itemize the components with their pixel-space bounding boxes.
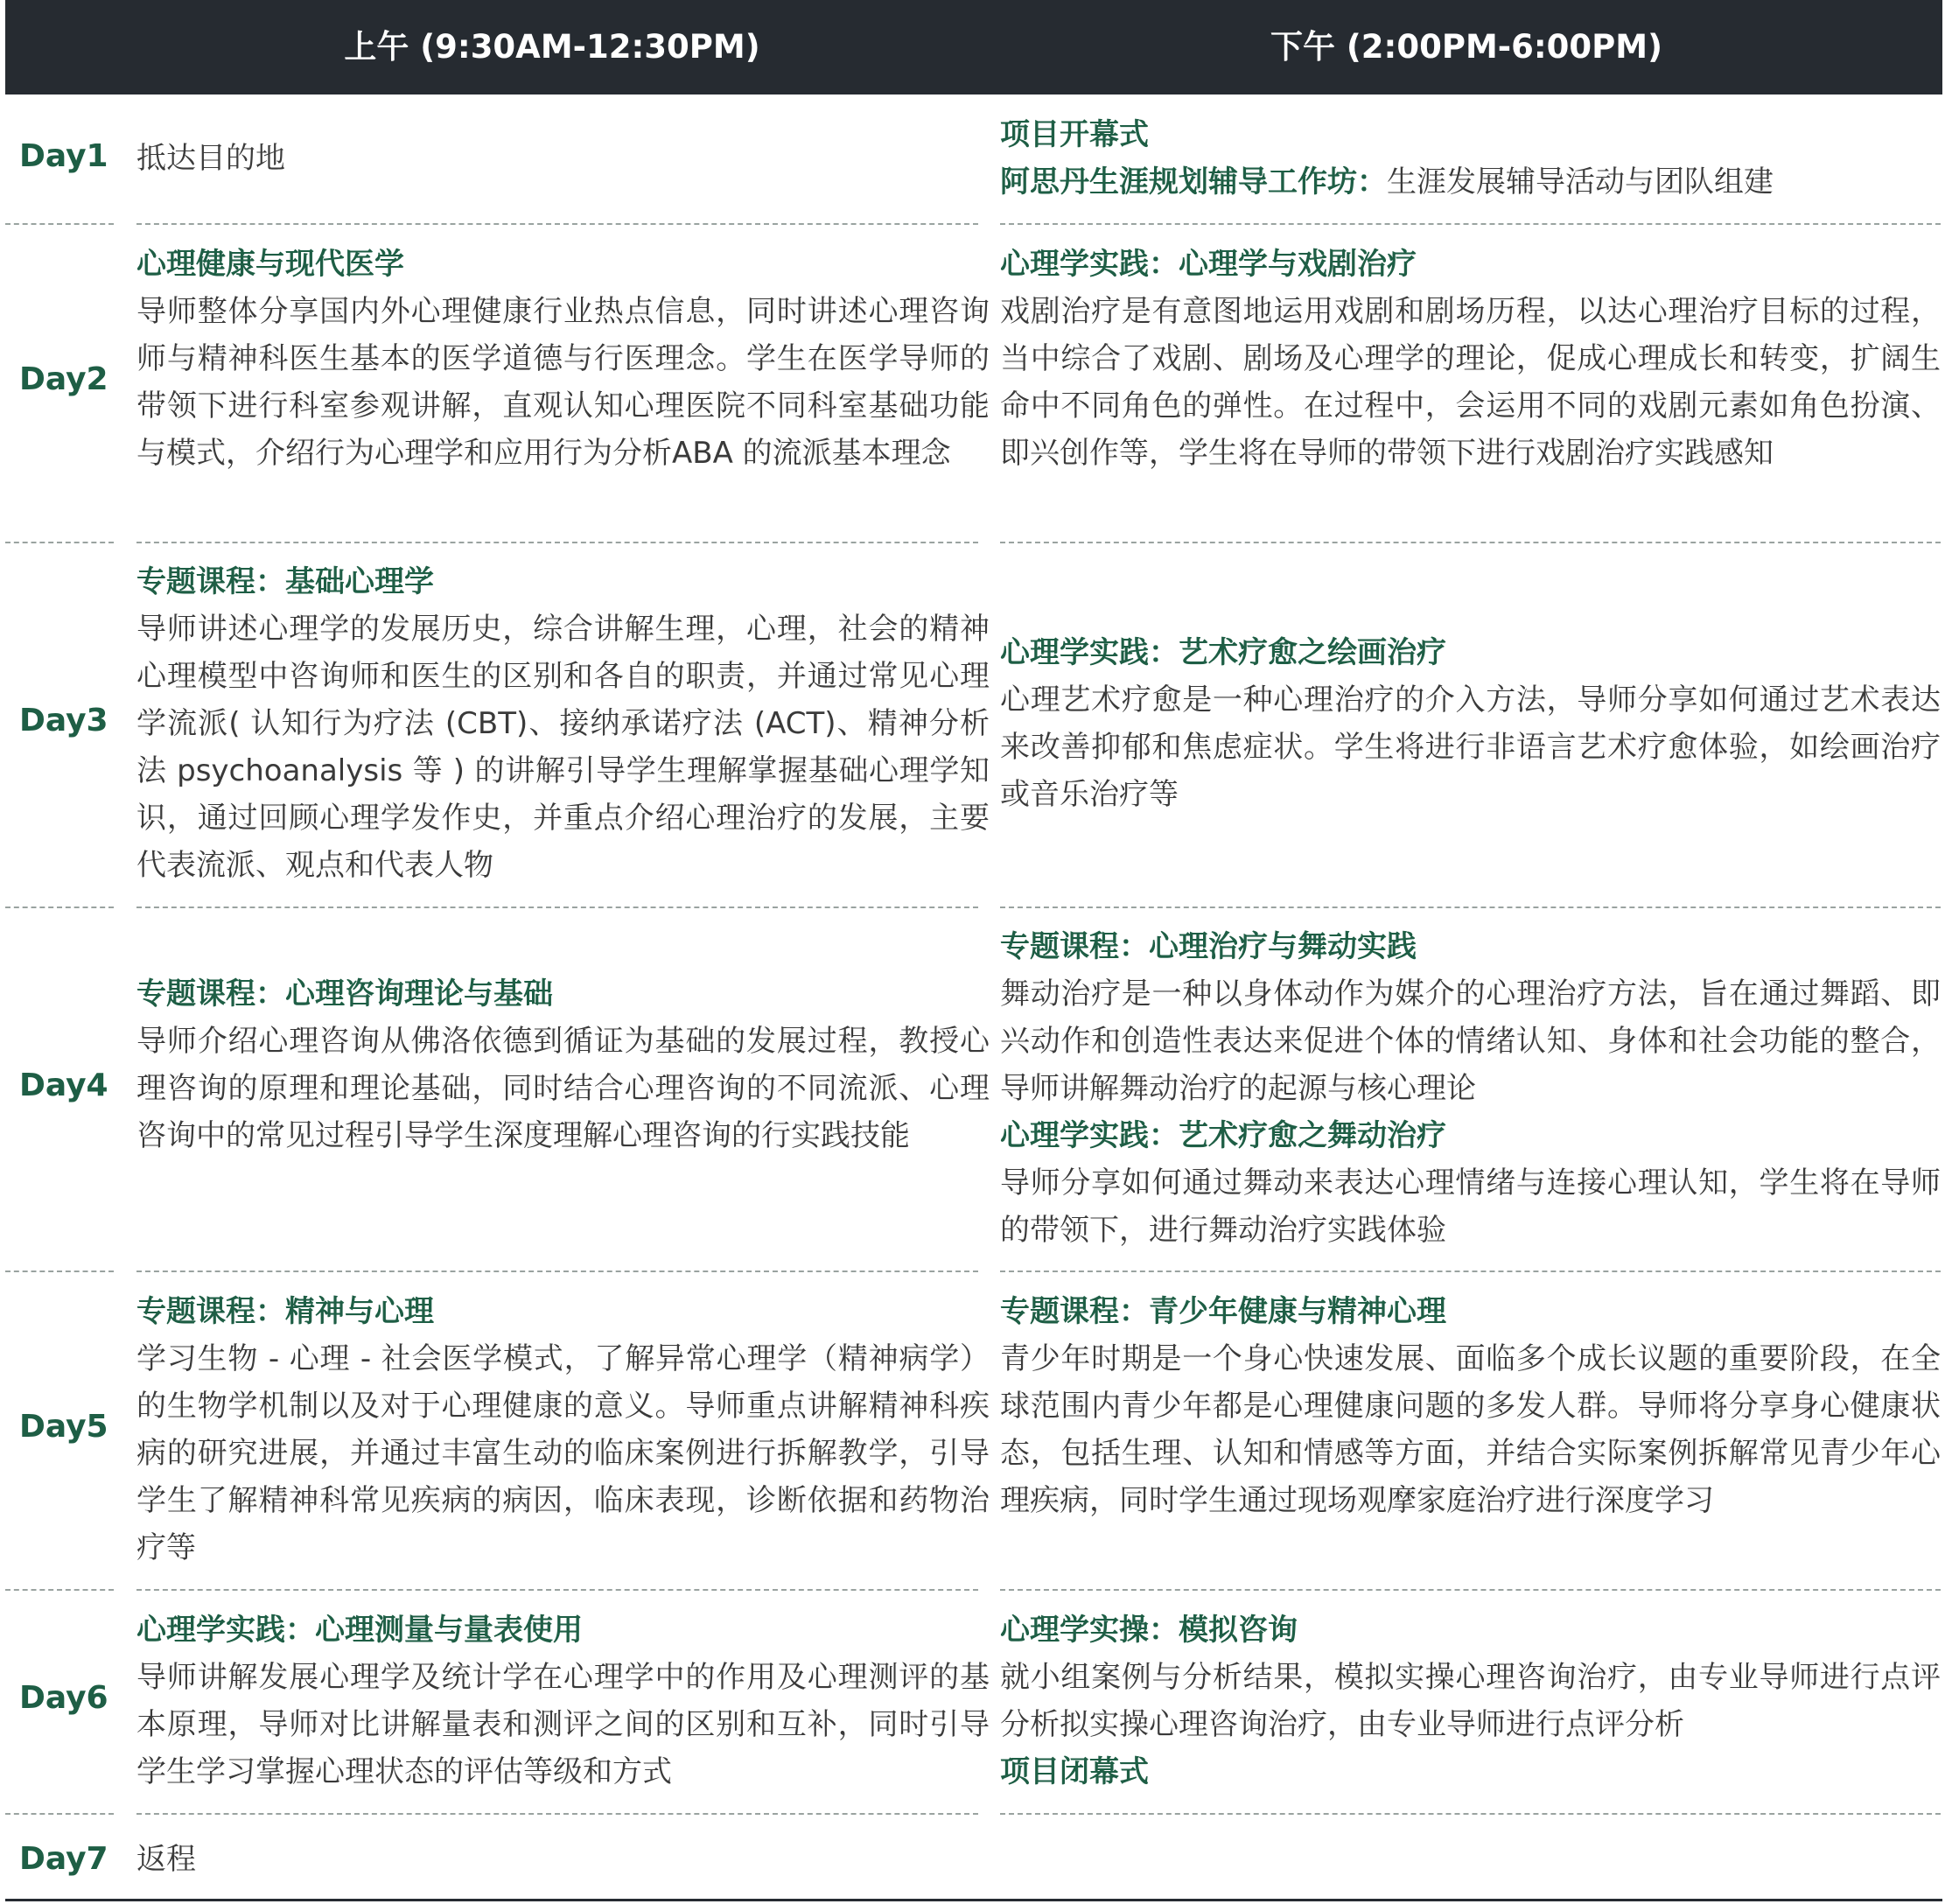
row-separator [5, 906, 114, 908]
afternoon-cell [1000, 1288, 1941, 1524]
row-separator [1000, 1270, 1941, 1272]
row-separator [1000, 1589, 1941, 1591]
afternoon-cell [1000, 923, 1941, 1254]
afternoon-title: 心理学实操：模拟咨询 [1000, 1613, 1298, 1648]
afternoon-cell [1000, 111, 1941, 206]
row-separator [5, 542, 114, 543]
day-label: Day3 [19, 703, 108, 738]
morning-title: 专题课程：心理咨询理论与基础 [136, 976, 553, 1012]
afternoon-body: 青少年时期是一个身心快速发展、面临多个成长议题的重要阶段，在全球范围内青少年都是心理健康问题的多发人群。导师将分享身心健康状态，包括生理、认知和情感等方面，并结合实际案例拆解常见青少年心理疾病，同时学生通过现场观摩家庭治疗进行深度学习 [1000, 1341, 1941, 1518]
row-separator [5, 1270, 114, 1272]
schedule-header [5, 0, 1942, 94]
morning-body: 学习生物 - 心理 - 社会医学模式，了解异常心理学（精神病学）的生物学机制以及对于心理健康的意义。导师重点讲解精神科疾病的研究进展，并通过丰富生动的临床案例进行拆解教学，引导学生了解精神科常见疾病的病因，临床表现，诊断依据和药物治疗等 [136, 1341, 990, 1565]
morning-cell [136, 970, 990, 1159]
row-separator [136, 906, 978, 908]
afternoon-body: 心理艺术疗愈是一种心理治疗的介入方法，导师分享如何通过艺术表达来改善抑郁和焦虑症状。学生将进行非语言艺术疗愈体验，如绘画治疗或音乐治疗等 [1000, 682, 1941, 812]
row-separator [136, 223, 978, 225]
afternoon-title: 项目开幕式 [1000, 117, 1149, 152]
day-label: Day4 [19, 1068, 108, 1103]
morning-cell [136, 241, 990, 477]
afternoon-text: 生涯发展辅导活动与团队组建 [1387, 164, 1774, 200]
day-label: Day1 [19, 138, 108, 174]
day-label: Day7 [19, 1841, 108, 1877]
row-separator [136, 1813, 978, 1815]
afternoon-body: 舞动治疗是一种以身体动作为媒介的心理治疗方法，旨在通过舞蹈、即兴动作和创造性表达来促进个体的情绪认知、身体和社会功能的整合，导师讲解舞动治疗的起源与核心理论 [1000, 976, 1941, 1106]
morning-cell [136, 558, 990, 889]
morning-body: 导师讲解发展心理学及统计学在心理学中的作用及心理测评的基本原理，导师对比讲解量表和测评之间的区别和互补，同时引导学生学习掌握心理状态的评估等级和方式 [136, 1660, 990, 1789]
header-afternoon: 下午 (2:00PM-6:00PM) [1270, 28, 1662, 66]
morning-body: 导师讲述心理学的发展历史，综合讲解生理，心理，社会的精神心理模型中咨询师和医生的区别和各自的职责，并通过常见心理学流派( 认知行为疗法 (CBT)、接纳承诺疗法 (ACT)、精神分析法 psychoanalysis 等 ) 的讲解引导学生理解掌握基础心理学知识，通过回顾心理学发作史，并重点介绍心理治疗的发展，主要代表流派、观点和代表人物 [136, 612, 990, 883]
morning-cell [136, 1836, 990, 1883]
morning-body: 导师介绍心理咨询从佛洛依德到循证为基础的发展过程，教授心理咨询的原理和理论基础，同时结合心理咨询的不同流派、心理咨询中的常见过程引导学生深度理解心理咨询的行实践技能 [136, 1024, 990, 1153]
afternoon-title: 专题课程：青少年健康与精神心理 [1000, 1294, 1446, 1329]
morning-body: 导师整体分享国内外心理健康行业热点信息，同时讲述心理咨询师与精神科医生基本的医学道德与行医理念。学生在医学导师的带领下进行科室参观讲解，直观认知心理医院不同科室基础功能与模式，介绍行为心理学和应用行为分析ABA 的流派基本理念 [136, 294, 990, 471]
afternoon-cell [1000, 629, 1941, 818]
afternoon-title: 阿思丹生涯规划辅导工作坊： [1000, 164, 1387, 200]
afternoon-title-2: 心理学实践：艺术疗愈之舞动治疗 [1000, 1118, 1446, 1153]
day-label: Day2 [19, 361, 108, 397]
header-morning: 上午 (9:30AM-12:30PM) [344, 28, 760, 66]
row-separator [136, 1589, 978, 1591]
afternoon-cell [1000, 241, 1941, 477]
morning-cell [136, 135, 990, 182]
afternoon-title: 心理学实践：艺术疗愈之绘画治疗 [1000, 635, 1446, 670]
day-label: Day5 [19, 1409, 108, 1445]
row-separator [136, 542, 978, 543]
morning-text: 返程 [136, 1842, 196, 1877]
morning-text: 抵达目的地 [136, 141, 285, 176]
row-separator [136, 1270, 978, 1272]
row-separator [1000, 1813, 1941, 1815]
afternoon-body: 戏剧治疗是有意图地运用戏剧和剧场历程，以达心理治疗目标的过程，当中综合了戏剧、剧场及心理学的理论，促成心理成长和转变，扩阔生命中不同角色的弹性。在过程中，会运用不同的戏剧元素如角色扮演、即兴创作等，学生将在导师的带领下进行戏剧治疗实践感知 [1000, 294, 1941, 471]
afternoon-title: 心理学实践：心理学与戏剧治疗 [1000, 247, 1417, 282]
row-separator [5, 1813, 114, 1815]
day-label: Day6 [19, 1680, 108, 1716]
afternoon-cell [1000, 1606, 1941, 1796]
table-bottom-border [5, 1899, 1942, 1901]
closing-ceremony: 项目闭幕式 [1000, 1754, 1149, 1789]
row-separator [1000, 223, 1941, 225]
morning-title: 心理健康与现代医学 [136, 247, 404, 282]
row-separator [5, 1589, 114, 1591]
row-separator [1000, 542, 1941, 543]
morning-title: 专题课程：精神与心理 [136, 1294, 434, 1329]
morning-cell [136, 1606, 990, 1796]
morning-title: 心理学实践：心理测量与量表使用 [136, 1613, 583, 1648]
morning-title: 专题课程：基础心理学 [136, 564, 434, 599]
row-separator [1000, 906, 1941, 908]
afternoon-body: 就小组案例与分析结果，模拟实操心理咨询治疗，由专业导师进行点评分析拟实操心理咨询治疗，由专业导师进行点评分析 [1000, 1660, 1941, 1742]
morning-cell [136, 1288, 990, 1572]
row-separator [5, 223, 114, 225]
afternoon-title: 专题课程：心理治疗与舞动实践 [1000, 929, 1417, 964]
afternoon-body-2: 导师分享如何通过舞动来表达心理情绪与连接心理认知，学生将在导师的带领下，进行舞动治疗实践体验 [1000, 1166, 1941, 1248]
